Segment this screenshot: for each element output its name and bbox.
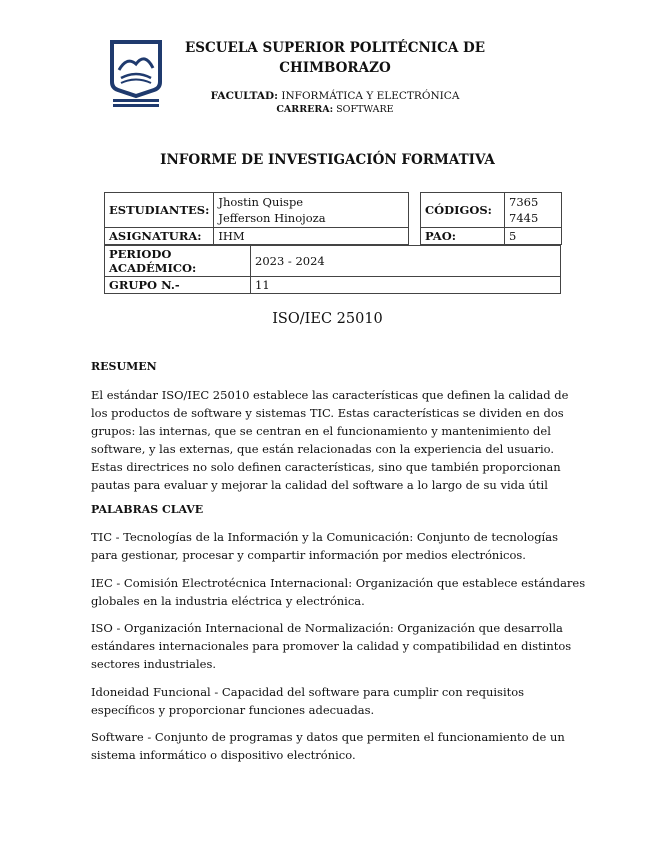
subject-value: IHM bbox=[214, 228, 409, 245]
career-label: CARRERA: bbox=[276, 104, 334, 115]
institution-name-line2: CHIMBORAZO bbox=[279, 60, 391, 76]
faculty-label: FACULTAD: bbox=[210, 90, 278, 102]
codes-cell bbox=[505, 193, 562, 228]
period-value: 2023 - 2024 bbox=[251, 246, 561, 277]
period-table bbox=[104, 245, 561, 294]
students-cell bbox=[214, 193, 409, 228]
subject-label: ASIGNATURA: bbox=[105, 228, 214, 245]
keyword-item-tic: TIC - Tecnologías de la Información y la Comunicación: Conjunto de tecnologías para gestionar, procesar y compartir información por medios electrónicos. bbox=[91, 530, 558, 562]
espoch-shield-icon bbox=[109, 38, 163, 108]
institution-name-line1: ESCUELA SUPERIOR POLITÉCNICA DE bbox=[184, 40, 486, 56]
group-value: 11 bbox=[251, 277, 561, 294]
codes-table bbox=[420, 192, 562, 245]
keywords-heading: PALABRAS CLAVE bbox=[91, 503, 204, 516]
student-name: Jefferson Hinojoza bbox=[218, 211, 326, 225]
student-name: Jhostin Quispe bbox=[218, 195, 304, 209]
faculty-value: INFORMÁTICA Y ELECTRÓNICA bbox=[281, 90, 460, 102]
students-table bbox=[104, 192, 409, 245]
faculty-line bbox=[160, 90, 510, 102]
document-heading: ISO/IEC 25010 bbox=[272, 311, 383, 327]
group-label: GRUPO N.- bbox=[105, 277, 251, 294]
pao-value: 5 bbox=[505, 228, 562, 245]
students-label: ESTUDIANTES: bbox=[105, 193, 214, 228]
summary-text: El estándar ISO/IEC 25010 establece las características que definen la calidad de los productos de software y sistemas TIC. Estas características se dividen en dos grupos: las internas, que se centran en el funcionamiento y mantenimiento del software, y las externas, que están relacionadas con la experiencia del usuario. Estas directrices no solo definen características, sino que también proporcionan pautas para evaluar y mejorar la calidad del software a lo largo de su vida útil bbox=[91, 388, 569, 492]
career-line bbox=[160, 104, 510, 115]
keyword-item-idoneidad: Idoneidad Funcional - Capacidad del software para cumplir con requisitos específicos y proporcionar funciones adecuadas. bbox=[91, 685, 525, 717]
student-code: 7365 bbox=[509, 195, 539, 209]
keyword-item-software: Software - Conjunto de programas y datos que permiten el funcionamiento de un sistema informático o dispositivo electrónico. bbox=[91, 730, 565, 762]
keyword-item-iec: IEC - Comisión Electrotécnica Internacional: Organización que establece estándares globales en la industria eléctrica y electrónica. bbox=[91, 576, 586, 608]
codes-label: CÓDIGOS: bbox=[421, 193, 505, 228]
report-title: INFORME DE INVESTIGACIÓN FORMATIVA bbox=[160, 152, 495, 168]
summary-heading: RESUMEN bbox=[91, 360, 157, 373]
student-code: 7445 bbox=[509, 211, 539, 225]
keyword-item-iso: ISO - Organización Internacional de Normalización: Organización que desarrolla estándares internacionales para promover la calidad y compatibilidad en distintos sectores industriales. bbox=[91, 621, 572, 671]
career-value: SOFTWARE bbox=[336, 104, 394, 115]
pao-label: PAO: bbox=[421, 228, 505, 245]
period-label: PERIODO ACADÉMICO: bbox=[105, 246, 251, 277]
